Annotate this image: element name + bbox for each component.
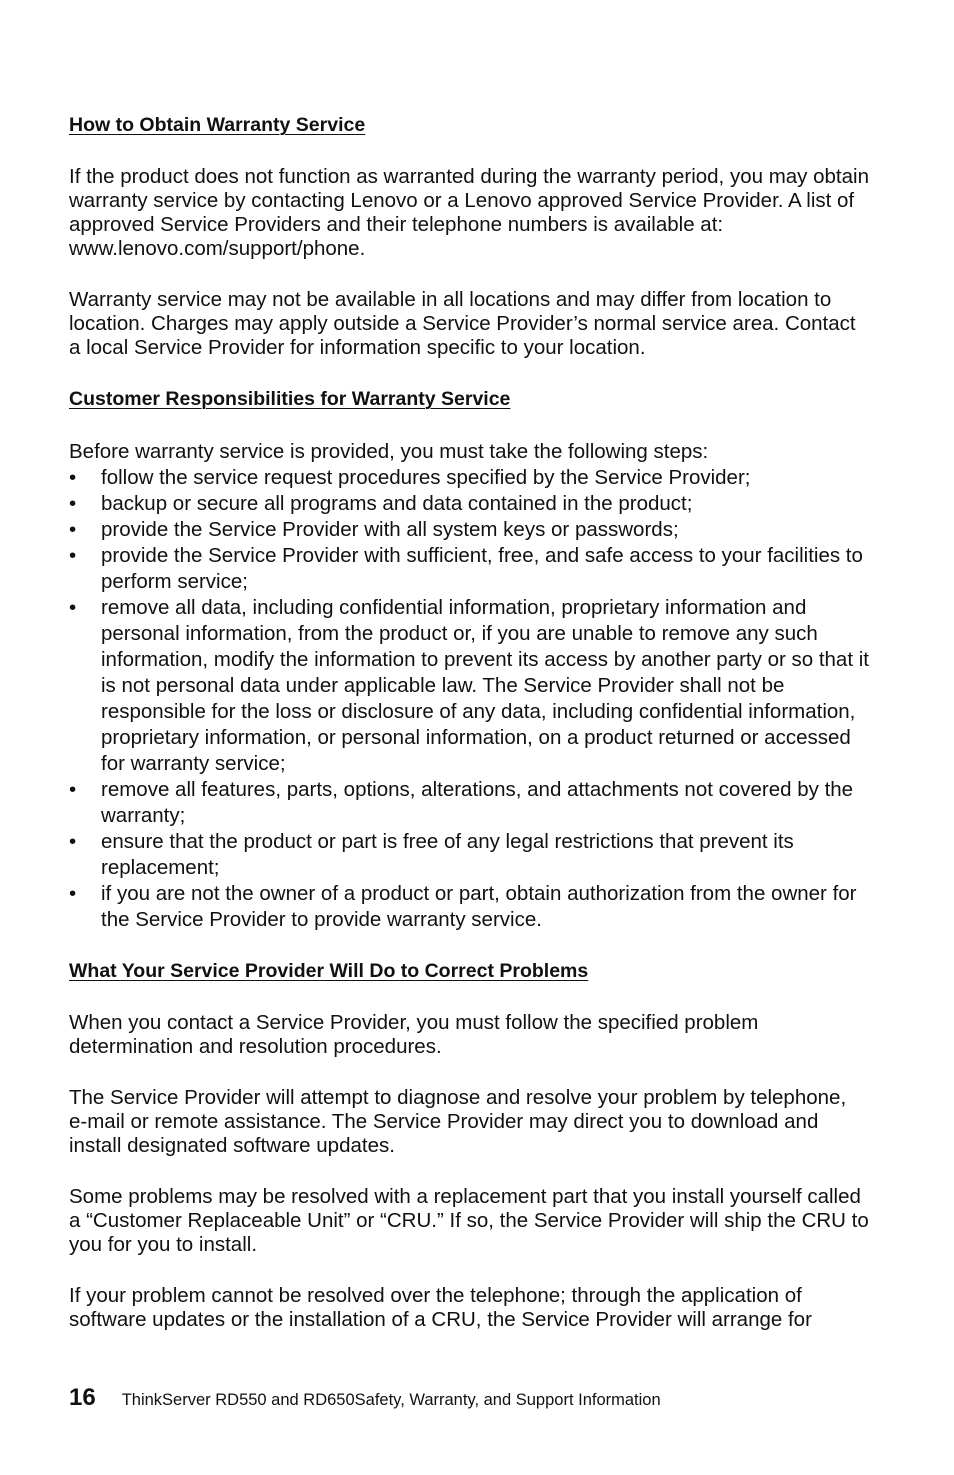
bullet-icon: • <box>69 596 77 619</box>
document-body <box>69 113 869 1359</box>
list-item <box>69 595 869 777</box>
bullet-icon: • <box>69 492 77 515</box>
page-footer <box>69 1384 661 1412</box>
list-item-text: provide the Service Provider with sufficient, free, and safe access to your facilities to perform service; <box>101 544 863 593</box>
bullet-icon: • <box>69 544 77 567</box>
bullet-icon: • <box>69 466 77 489</box>
list-item-text: ensure that the product or part is free of any legal restrictions that prevent its replacement; <box>101 830 794 879</box>
bullet-icon: • <box>69 518 77 541</box>
paragraph: If your problem cannot be resolved over the telephone; through the application of software updates or the installation of a CRU, the Service Provider will arrange for <box>69 1284 812 1331</box>
list-item <box>69 543 869 595</box>
paragraph: When you contact a Service Provider, you must follow the specified problem determination and resolution procedures. <box>69 1011 759 1058</box>
list-item <box>69 829 869 881</box>
list-item-text: remove all features, parts, options, alterations, and attachments not covered by the warranty; <box>101 778 854 827</box>
bullet-icon: • <box>69 778 77 801</box>
list-item-text: if you are not the owner of a product or part, obtain authorization from the owner for the Service Provider to provide warranty service. <box>101 882 857 931</box>
list-item-text: follow the service request procedures specified by the Service Provider; <box>101 466 751 489</box>
paragraph: Some problems may be resolved with a replacement part that you install yourself called a “Customer Replaceable Unit” or “CRU.” If so, the Service Provider will ship the CRU to you for you to install. <box>69 1185 869 1256</box>
bullet-icon: • <box>69 882 77 905</box>
paragraph: If the product does not function as warranted during the warranty period, you may obtain warranty service by contacting Lenovo or a Lenovo approved Service Provider. A list of approved Service Providers and their telephone numbers is available at: www.lenovo.com/support/phone. <box>69 165 869 260</box>
section-heading-service-provider: What Your Service Provider Will Do to Correct Problems <box>69 960 589 982</box>
footer-title: ThinkServer RD550 and RD650Safety, Warranty, and Support Information <box>121 1391 661 1409</box>
page-number: 16 <box>69 1384 96 1411</box>
list-item-text: remove all data, including confidential information, proprietary information and personal information, from the product or, if you are unable to remove any such information, modify the information to prevent its access by another party or so that it is not personal data under applicable law. The Service Provider shall not be responsible for the loss or disclosure of any data, including confidential information, proprietary information, or personal information, on a product returned or accessed for warranty service; <box>101 596 869 775</box>
section-heading-obtain-warranty: How to Obtain Warranty Service <box>69 114 366 136</box>
list-item-text: provide the Service Provider with all system keys or passwords; <box>101 518 679 541</box>
responsibilities-list <box>69 465 869 933</box>
list-item <box>69 465 869 491</box>
paragraph: Warranty service may not be available in all locations and may differ from location to location. Charges may apply outside a Service Provider’s normal service area. Contact a local Service Provider for information specific to your location. <box>69 288 856 359</box>
list-item <box>69 777 869 829</box>
paragraph: The Service Provider will attempt to diagnose and resolve your problem by telephone, e-mail or remote assistance. The Service Provider may direct you to download and install designated software updates. <box>69 1086 847 1157</box>
list-item-text: backup or secure all programs and data contained in the product; <box>101 492 693 515</box>
list-item <box>69 881 869 933</box>
section-heading-customer-responsibilities: Customer Responsibilities for Warranty Service <box>69 388 511 410</box>
list-intro: Before warranty service is provided, you must take the following steps: <box>69 440 709 463</box>
list-item <box>69 491 869 517</box>
list-item <box>69 517 869 543</box>
bullet-icon: • <box>69 830 77 853</box>
